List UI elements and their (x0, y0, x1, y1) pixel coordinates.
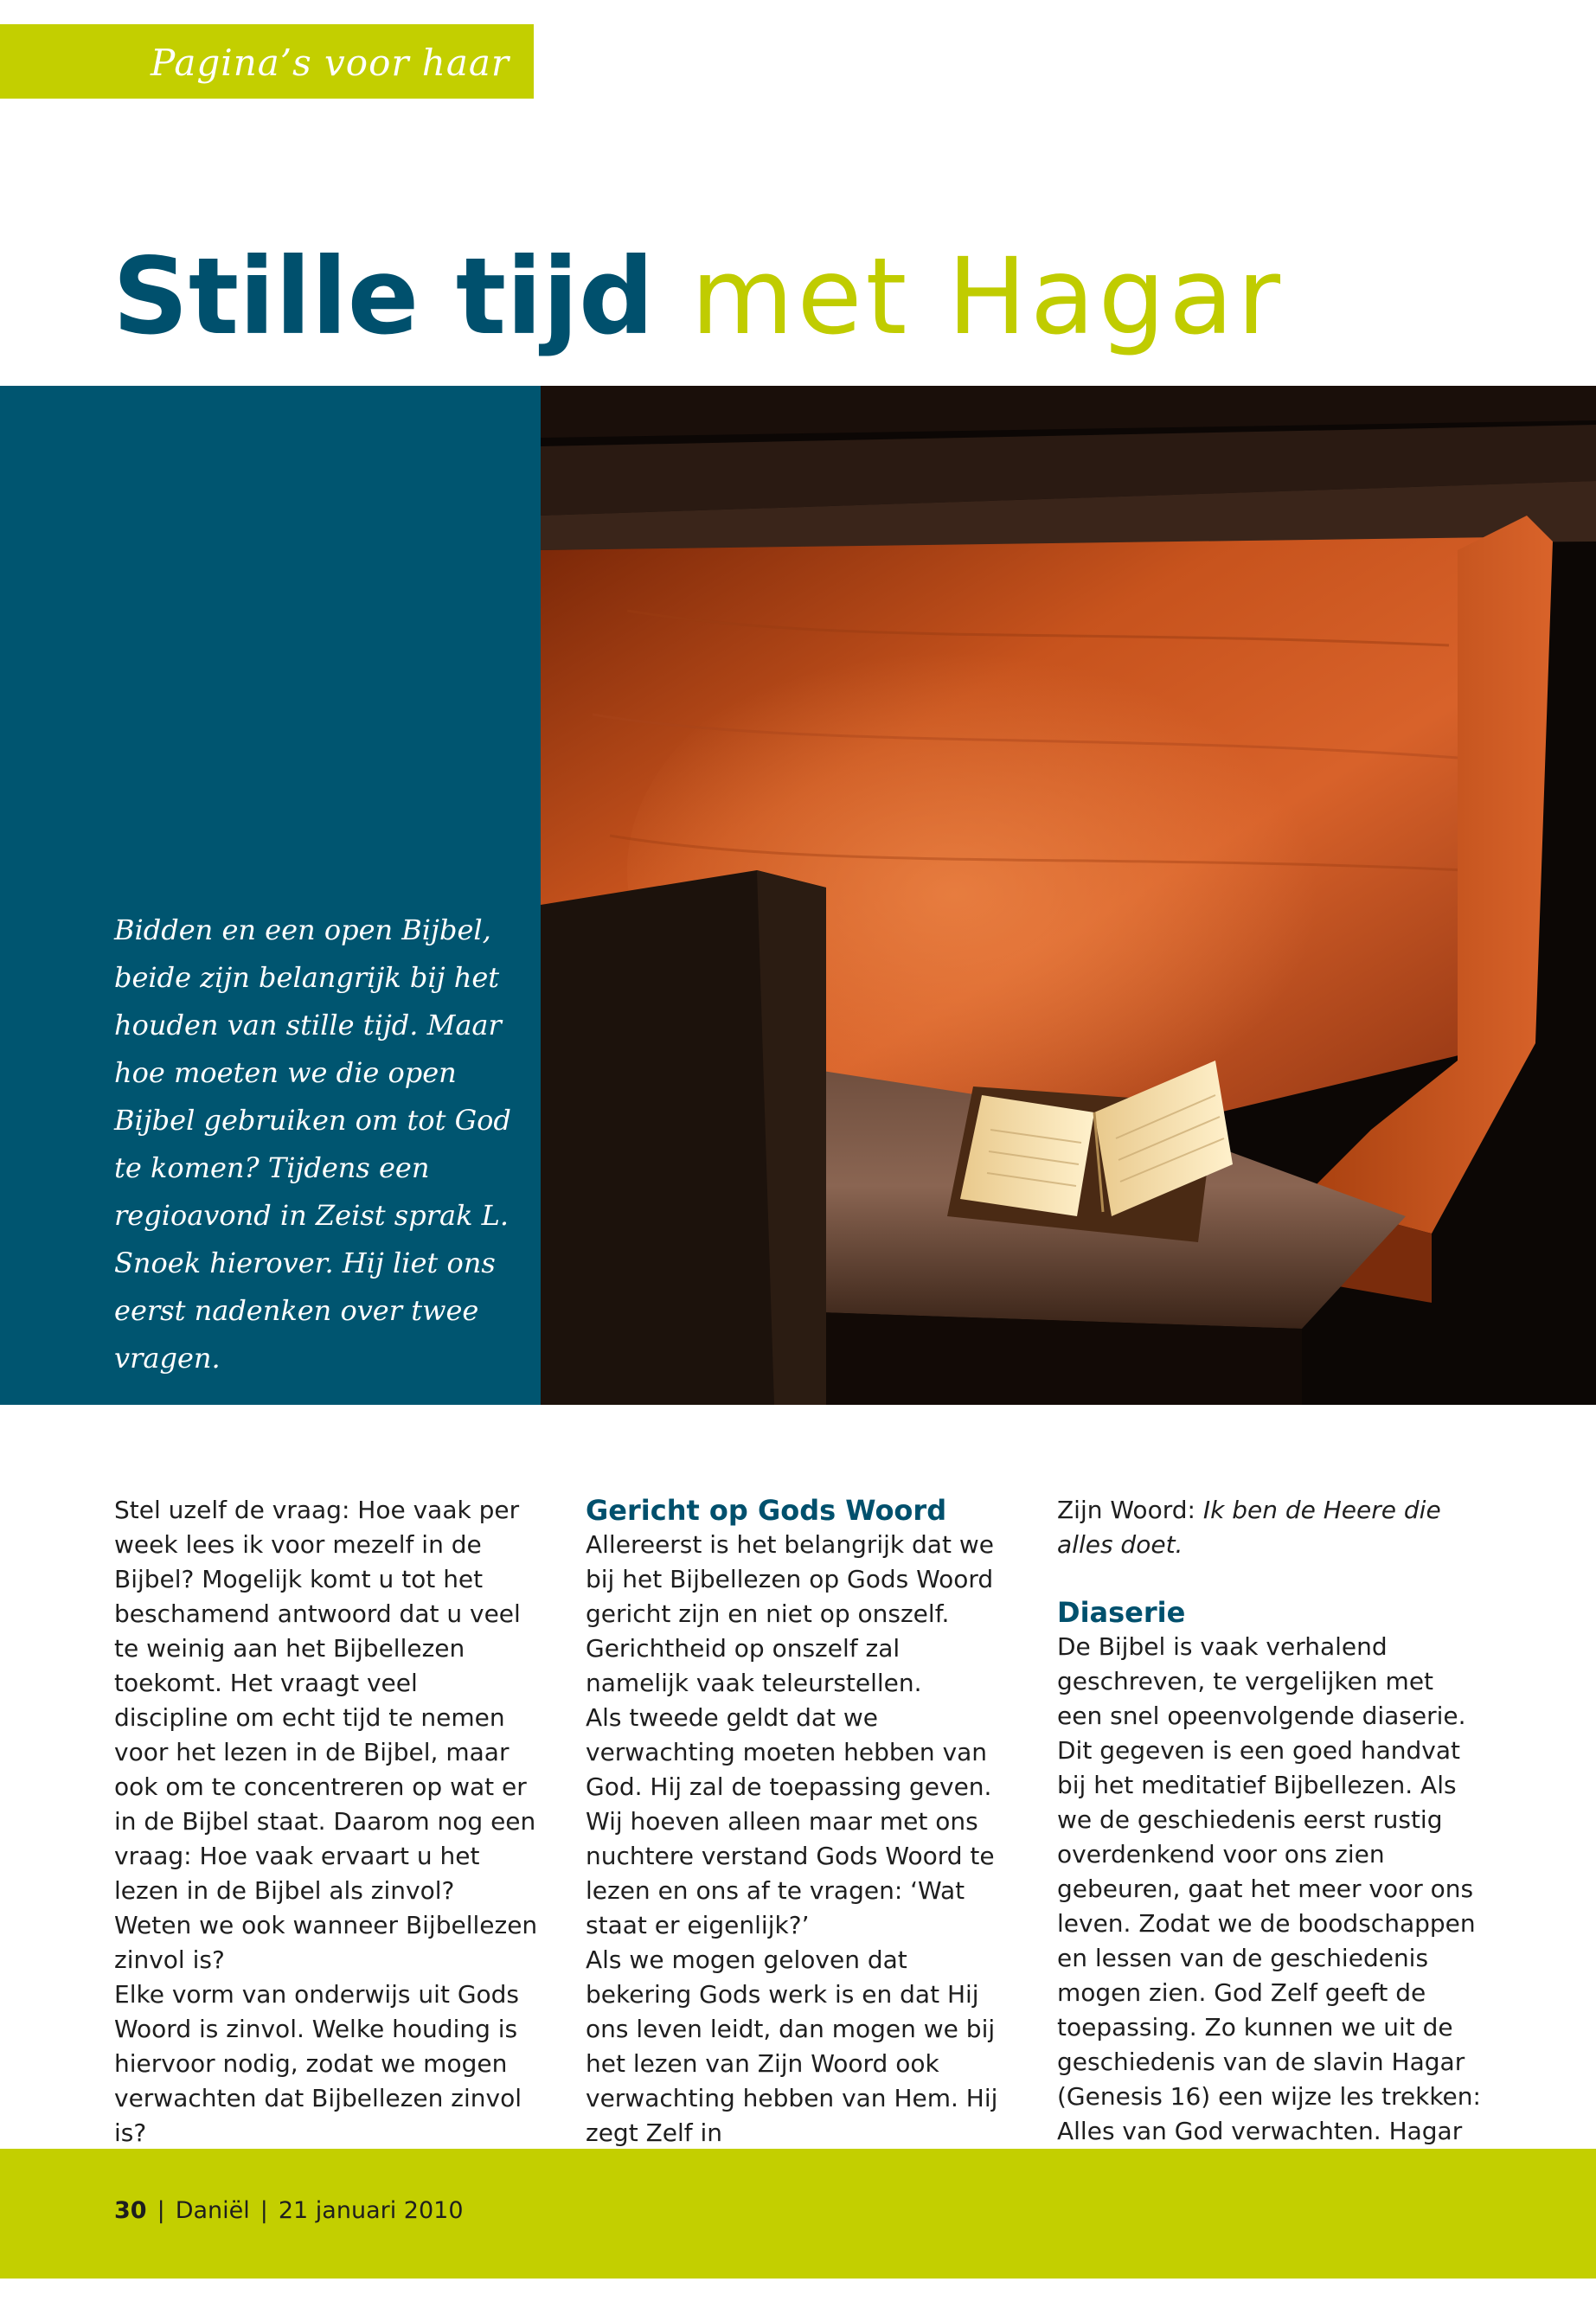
col1-paragraph-2: Elke vorm van onderwijs uit Gods Woord is zinvol. Welke houding is hiervoor nodig, zodat we mogen verwachten dat Bijbellezen zinvol is? (114, 1980, 522, 2147)
article-column-3 (1057, 1493, 1481, 2183)
pew-illustration (541, 386, 1596, 1405)
footer-separator-1: | (157, 2197, 165, 2224)
headline (112, 232, 1284, 362)
col3-paragraph-1-start: Zijn Woord: (1057, 1496, 1203, 1524)
page-number: 30 (114, 2197, 147, 2224)
col2-paragraph-1: Allereerst is het belangrijk dat we bij het Bijbellezen op Gods Woord gericht zijn en niet op onszelf. Gerichtheid op onszelf zal namelijk vaak teleurstellen. (586, 1530, 994, 1697)
photo-church-pew-bible (541, 386, 1596, 1405)
headline-bold: Stille tijd (112, 235, 655, 358)
footer-separator-2: | (260, 2197, 268, 2224)
article-column-1 (114, 1493, 538, 2150)
intro-text: Bidden en een open Bijbel, beide zijn belangrijk bij het houden van stille tijd. Maar hoe moeten we die open Bijbel gebruiken om tot God te komen? Tijdens een regioavond in Zeist sprak L. Snoek hierover. Hij liet ons eerst nadenken over twee vragen. (114, 913, 511, 1375)
footer-bar (0, 2149, 1596, 2279)
col3-paragraph-2: De Bijbel is vaak verhalend geschreven, te vergelijken met een snel opeenvolgende diaserie. Dit gegeven is een goed handvat bij het meditatief Bijbellezen. Als we de geschiedenis eerst rustig overdenkend voor ons zien gebeuren, gaat het meer voor ons leven. Zodat we de boodschappen en lessen van de geschiedenis mogen zien. God Zelf geeft de toepassing. Zo kunnen we uit de geschiedenis van de slavin Hagar (Genesis 16) een wijze les trekken: Alles van God verwachten. Hagar (1057, 1632, 1481, 2145)
article-column-2 (586, 1493, 1010, 2150)
subheading-gericht: Gericht op Gods Woord (586, 1494, 947, 1527)
col3-paragraph-1 (1057, 1493, 1481, 1562)
footer-line (114, 2197, 464, 2224)
col3-quote: Ik ben de Heere die alles doet. (1057, 1496, 1441, 1559)
section-tab-label: Pagina’s voor haar (150, 42, 510, 84)
col1-paragraph-1: Stel uzelf de vraag: Hoe vaak per week lees ik voor mezelf in de Bijbel? Mogelijk komt u tot het beschamend antwoord dat u veel te weinig aan het Bijbellezen toekomt. Het vraagt veel discipline om echt tijd te nemen voor het lezen in de Bijbel, maar ook om te concentreren op wat er in de Bijbel staat. Daarom nog een vraag: Hoe vaak ervaart u het lezen in de Bijbel als zinvol? Weten we ook wanneer Bijbellezen zinvol is? (114, 1496, 538, 1974)
section-tab (0, 24, 534, 99)
publication-name: Daniël (175, 2197, 250, 2224)
headline-light: met Hagar (690, 235, 1285, 358)
col2-paragraph-3: Als we mogen geloven dat bekering Gods werk is en dat Hij ons leven leidt, dan mogen we bij het lezen van Zijn Woord ook verwachting hebben van Hem. Hij zegt Zelf in (586, 1945, 998, 2147)
issue-date: 21 januari 2010 (278, 2197, 464, 2224)
col2-paragraph-2: Als tweede geldt dat we verwachting moeten hebben van God. Hij zal de toepassing geven. Wij hoeven alleen maar met ons nuchtere verstand Gods Woord te lezen en ons af te vragen: ‘Wat staat er eigenlijk?’ (586, 1703, 995, 1939)
subheading-diaserie: Diaserie (1057, 1596, 1186, 1629)
